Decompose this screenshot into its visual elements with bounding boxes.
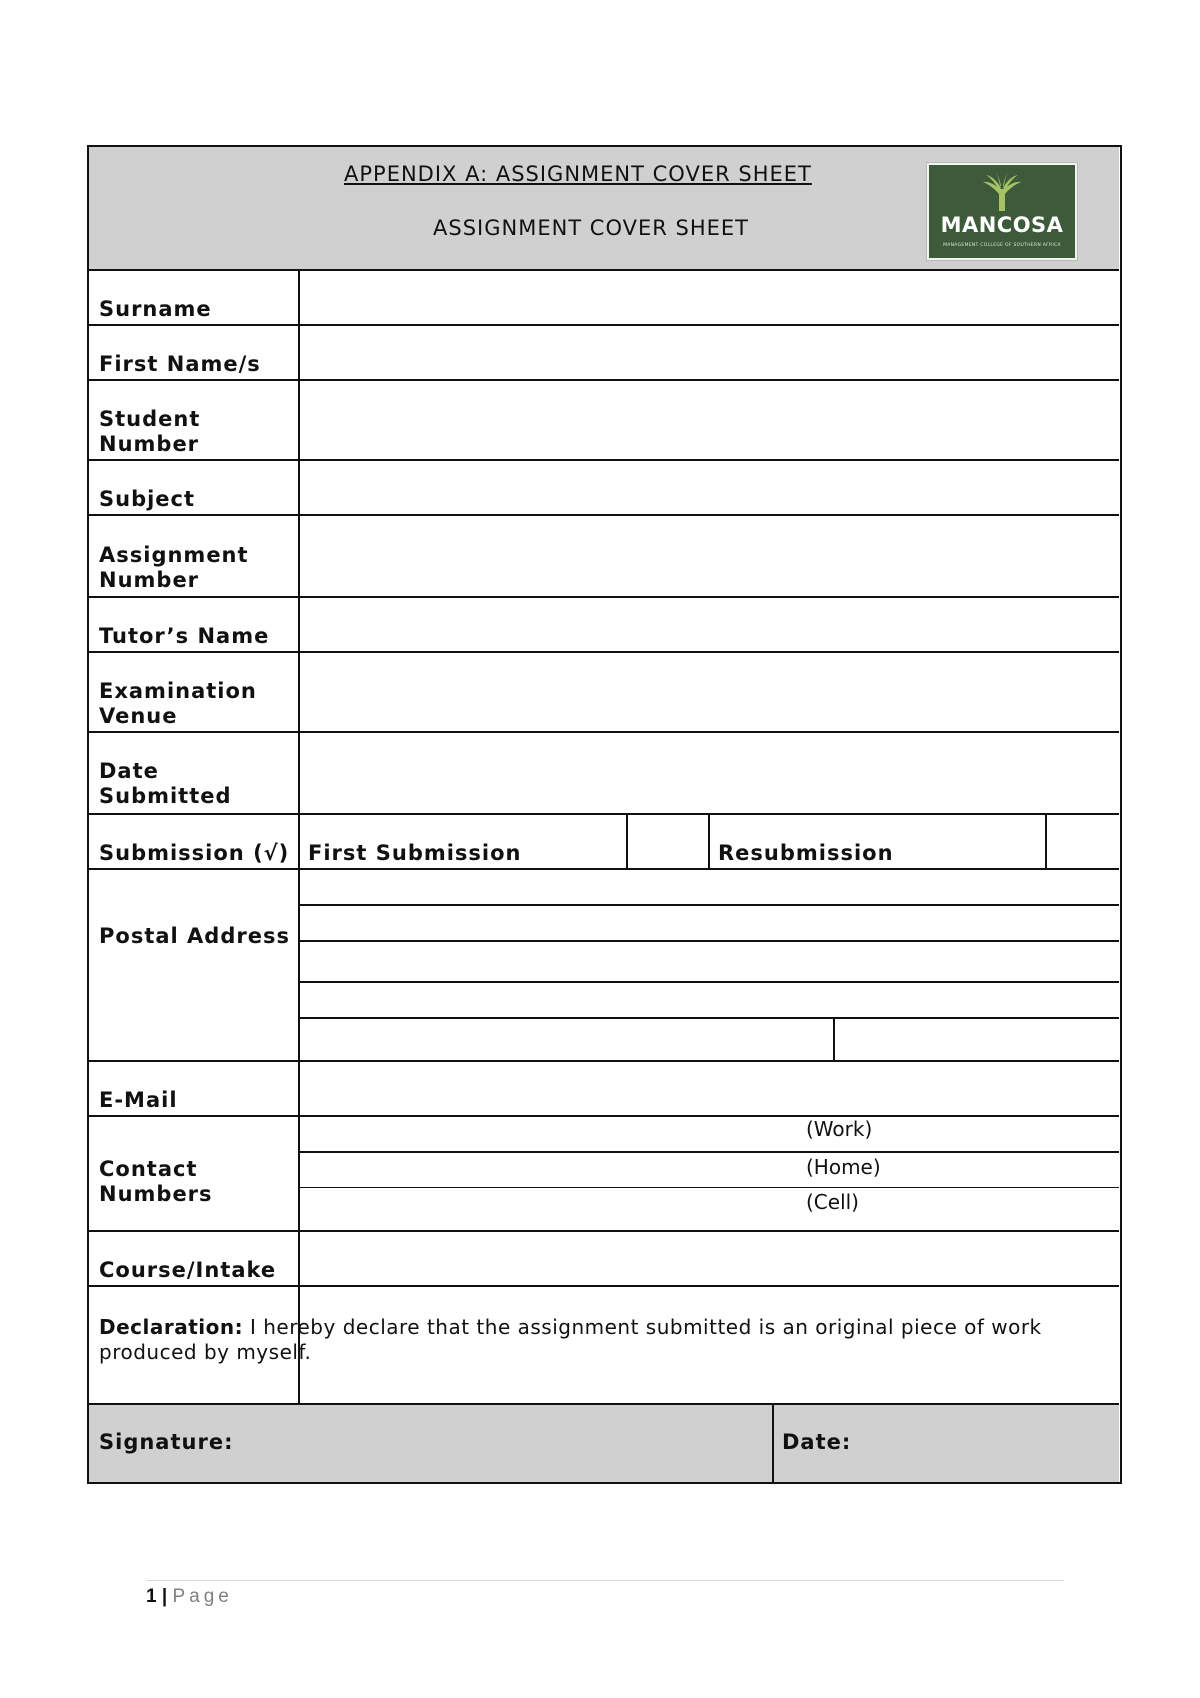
postal-line [299,1017,1119,1019]
row-divider [89,1403,1119,1405]
surname-field[interactable] [300,271,1119,324]
mancosa-logo [927,163,1077,260]
date-label: Date: [782,1430,852,1454]
assignment-number-field[interactable] [300,516,1119,596]
logo-wordmark: MANCOSA [940,213,1064,237]
date-submitted-field[interactable] [300,733,1119,813]
tutor-name-field[interactable] [300,598,1119,651]
resubmission-checkbox[interactable] [1047,815,1119,868]
signature-field[interactable] [229,1407,769,1479]
date-submitted-label: Date Submitted [99,759,232,808]
email-label: E-Mail [99,1088,178,1112]
page-word: Page [172,1586,233,1607]
logo-tagline: MANAGEMENT COLLEGE OF SOUTHERN AFRICA [943,243,1061,248]
declaration [99,1315,1109,1365]
student-number-field[interactable] [300,381,1119,459]
tutor-name-label: Tutor’s Name [99,624,270,648]
cover-sheet-form [87,145,1122,1484]
postal-line [299,940,1119,942]
declaration-label: Declaration: [99,1315,244,1339]
appendix-title: APPENDIX A: ASSIGNMENT COVER SHEET [344,162,812,186]
declaration-text: I hereby declare that the assignment submitted is an original piece of work [243,1315,1042,1339]
work-number-label: (Work) [806,1117,873,1141]
assignment-number-label: Assignment Number [99,543,249,592]
row-divider [89,868,1119,870]
page-separator: | [161,1586,168,1607]
signature-label: Signature: [99,1430,234,1454]
postal-line [299,904,1119,906]
first-names-field[interactable] [300,326,1119,379]
resubmission-label: Resubmission [718,841,894,865]
contact-line [299,1151,1119,1153]
sheet-title: ASSIGNMENT COVER SHEET [433,216,750,240]
home-number-label: (Home) [806,1155,881,1179]
subject-field[interactable] [300,461,1119,514]
postal-line [299,981,1119,983]
date-field[interactable] [859,1407,1117,1479]
submission-label: Submission (√) [99,841,290,865]
contact-numbers-label: Contact Numbers [99,1157,213,1206]
mancosa-tree-icon [979,171,1025,211]
student-number-label: Student Number [99,407,201,456]
course-intake-label: Course/Intake [99,1258,277,1282]
first-submission-label: First Submission [308,841,522,865]
exam-venue-label: Examination Venue [99,679,257,728]
first-names-label: First Name/s [99,352,261,376]
row-divider [89,1115,1119,1117]
page-number-value: 1 [146,1586,157,1607]
surname-label: Surname [99,297,212,321]
email-field[interactable] [300,1062,1119,1115]
course-intake-field[interactable] [300,1232,1119,1285]
exam-venue-field[interactable] [300,653,1119,731]
cell-number-label: (Cell) [806,1190,859,1214]
postal-address-label: Postal Address [99,924,290,948]
footer-rule [146,1580,1064,1581]
subject-label: Subject [99,487,196,511]
first-submission-checkbox[interactable] [628,815,708,868]
declaration-text-cont: produced by myself. [99,1340,312,1364]
row-divider [89,1285,1119,1287]
submission-divider [708,813,710,869]
page-number [146,1586,233,1608]
row-divider [89,813,1119,815]
signature-date-divider [772,1403,774,1482]
postal-code-divider [833,1017,835,1061]
contact-line [299,1187,1119,1188]
